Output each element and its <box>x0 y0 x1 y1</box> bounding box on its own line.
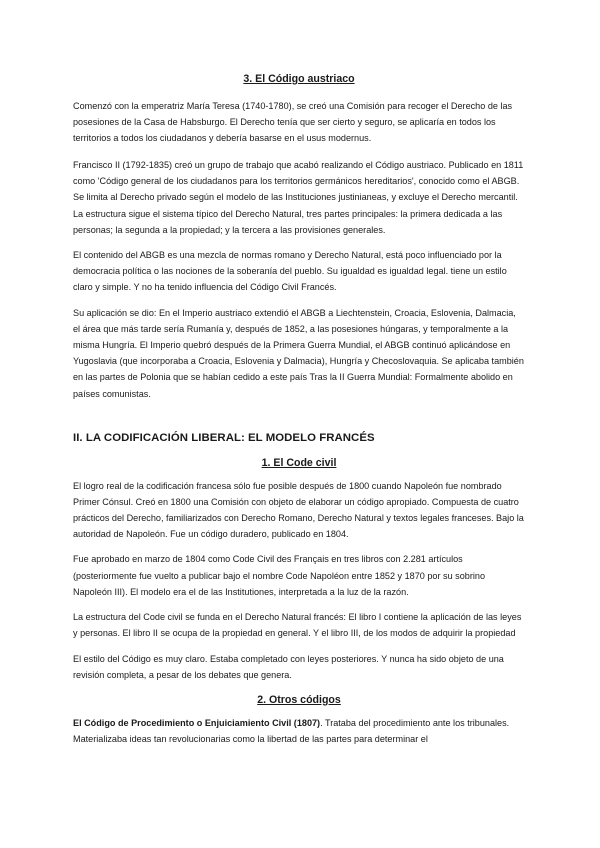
paragraph-estilo-codigo: El estilo del Código es muy claro. Estaba completado con leyes posteriores. Y nunca ha sido objeto de una revisión completa, a pesar de los debates que genera. <box>73 653 504 681</box>
heading-otros-codigos: 2. Otros códigos <box>257 693 341 706</box>
paragraph-codigo-procedimiento <box>73 715 525 747</box>
codigo-procedimiento-title: El Código de Procedimiento o Enjuiciamiento Civil (1807) <box>73 717 321 728</box>
document-body <box>73 68 525 756</box>
paragraph-estructura-code-civil: La estructura del Code civil se funda en el Derecho Natural francés: El libro I contiene la aplicación de las leyes y personas. El libro II se ocupa de la propiedad en general. Y el libro III, de los modos de adquirir la propiedad <box>73 612 522 639</box>
paragraph-logro-napoleon: El logro real de la codificación francesa sólo fue posible después de 1800 cuando Napoleón fue nombrado Primer Cónsul. Creó en 1800 una Comisión con objeto de elaborar un código apropiado. Compuesta de cuatro prácticos del Derecho, familiarizados con Derecho Romano, Derecho Natural y textos legales franceses. Bajo la autoridad de Napoleón. Fue un código duradero, publicado en 1804. <box>73 480 524 539</box>
codigo-procedimiento-text: . Trataba del procedimiento ante los tribunales. Materializaba ideas tan revolucionarias como la libertad de las partes para determinar el <box>73 717 510 744</box>
paragraph-contenido-abgb: El contenido del ABGB es una mezcla de normas romano y Derecho Natural, está poco influenciado por la democracia política o las nociones de la soberanía del pueblo. Su igualdad es igualdad legal. tiene un estilo claro y simple. Y no ha tenido influencia del Código Civil Francés. <box>73 250 507 293</box>
section-heading-codificacion-liberal: II. LA CODIFICACIÓN LIBERAL: EL MODELO FRANCÉS <box>73 431 375 444</box>
paragraph-aprobacion-1804: Fue aprobado en marzo de 1804 como Code Civil des Français en tres libros con 2.281 artículos (posteriormente fue vuelto a publicar bajo el nombre Code Napoléon entre 1852 y 1870 por su sobrino Napoleón III). El modelo era el de las Institutiones, interpretada a la luz de la razón. <box>73 554 486 597</box>
paragraph-aplicacion-abgb: Su aplicación se dio: En el Imperio austriaco extendió el ABGB a Liechtenstein, Croacia, Eslovenia, Dalmacia, el área que más tarde sería Rumanía y, después de 1852, a las posesiones húngaras, y temporalmente a la misma Hungría. El Imperio quebró después de la Primera Guerra Mundial, el ABGB continuó aplicándose en Yugoslavia (que incorporaba a Croacia, Eslovenia y Dalmacia), Hungría y Checoslovaquia. Se aplicaba también en las partes de Polonia que se habían cedido a este país Tras la II Guerra Mundial: Formalmente abolido en países comunistas. <box>73 308 524 399</box>
heading-codigo-austriaco: 3. El Código austriaco <box>243 73 355 85</box>
paragraph-francisco-ii: Francisco II (1792-1835) creó un grupo de trabajo que acabó realizando el Código austriaco. Publicado en 1811 como 'Código general de los ciudadanos para los territorios germánicos hereditarios', conocido como el ABGB. Se limita al Derecho privado según el modelo de las Instituciones justinianeas, y excluye el Derecho mercantil. La estructura sigue el sistema típico del Derecho Natural, tres partes principales: la primera dedicada a las personas; la segunda a la propiedad; y la tercera a las provisiones generales. <box>73 160 524 235</box>
paragraph-maria-teresa: Comenzó con la emperatriz María Teresa (1740-1780), se creó una Comisión para recoger el Derecho de las posesiones de la Casa de Habsburgo. El Derecho tenía que ser cierto y seguro, se aplicaría en todos los territorios a todos los ciudadanos y debería basarse en el usus modernus. <box>73 101 513 144</box>
heading-code-civil: 1. El Code civil <box>261 456 337 469</box>
